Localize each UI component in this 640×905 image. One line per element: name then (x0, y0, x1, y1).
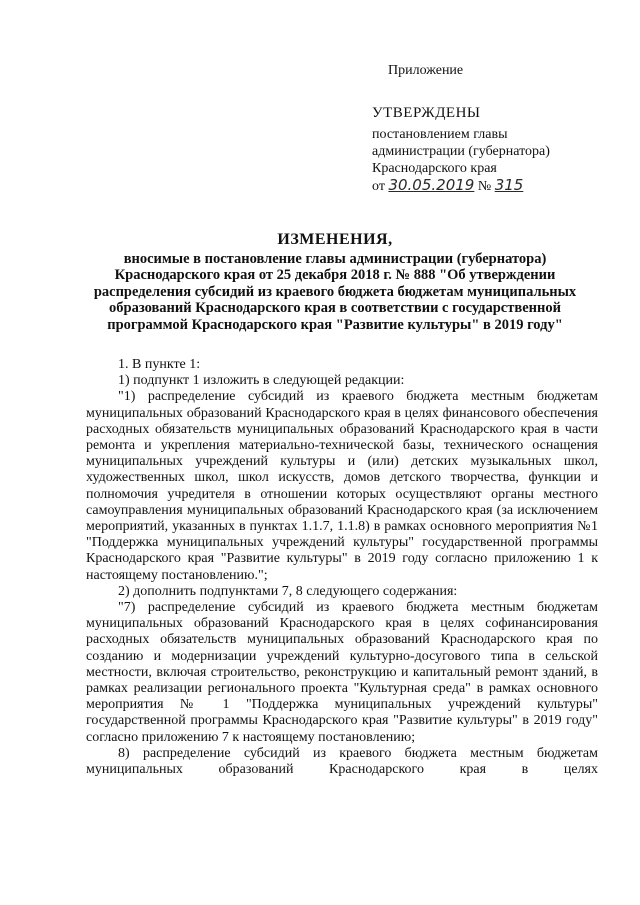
document-title: ИЗМЕНЕНИЯ, (277, 231, 393, 248)
paragraph-6: 8) распределение субсидий из краевого бюджета местным бюджетам муниципальных образований Краснодарского края в целях (86, 745, 598, 778)
paragraph-3: "1) распределение субсидий из краевого бюджета местным бюджетам муниципальных образований Краснодарского края в целях финансового обеспечения расходных обязательств муниципальных образований Краснодарского края в части ремонта и укрепления материально-технической базы, технического оснащения муниципальных учреждений культуры и (или) детских музыкальных школ, художественных школ, школ искусств, домов детского творчества, функции и полномочия учредителя в отношении которых осуществляют органы местного самоуправления муниципальных образований Краснодарского края (за исключением мероприятий, указанных в пунктах 1.1.7, 1.1.8) в рамках основного мероприятия №1 "Поддержка муниципальных учреждений культуры" государственной программы Краснодарского края "Развитие культуры" в 2019 году согласно приложению 1 к настоящему постановлению."; (86, 389, 598, 583)
approved-label: УТВЕРЖДЕНЫ (372, 105, 481, 121)
approval-date-line (372, 177, 622, 195)
appendix-label: Приложение (388, 63, 464, 78)
paragraph-1: 1. В пункте 1: (118, 357, 201, 372)
approval-line-3: Краснодарского края (372, 161, 497, 176)
document-heading (80, 232, 590, 333)
handwritten-date: 30.05.2019 (388, 176, 475, 194)
approval-block (372, 62, 622, 195)
from-label: от (372, 179, 385, 194)
paragraph-4: 2) дополнить подпунктами 7, 8 следующего содержания: (118, 583, 458, 599)
number-label: № (477, 179, 492, 194)
paragraph-2: 1) подпункт 1 изложить в следующей редакции: (118, 373, 405, 389)
approval-line-1: постановлением главы (372, 127, 508, 142)
paragraph-5: "7) распределение субсидий из краевого бюджета местным бюджетам муниципальных образований Краснодарского края в целях софинансирования расходных обязательств муниципальных образований Краснодарского края по созданию и модернизации учреждений культурно-досугового типа в сельской местности, включая строительство, реконструкцию и капитальный ремонт зданий, в рамках реализации регионального проекта "Культурная среда" в рамках основного мероприятия № 1 "Поддержка муниципальных учреждений культуры" государственной программы Краснодарского края "Развитие культуры" в 2019 году" согласно приложению 7 к настоящему постановлению; (86, 600, 598, 745)
document-subtitle: вносимые в постановление главы администрации (губернатора) Краснодарского края от 25 декабря 2018 г. № 888 "Об утверждении распределения субсидий из краевого бюджета бюджетам муниципальных образований Краснодарского края в соответствии с государственной программой Краснодарского края "Развитие культуры" в 2019 году" (93, 250, 577, 333)
approval-line-2: администрации (губернатора) (372, 144, 550, 159)
handwritten-number: 315 (494, 176, 524, 194)
document-body (86, 357, 598, 778)
